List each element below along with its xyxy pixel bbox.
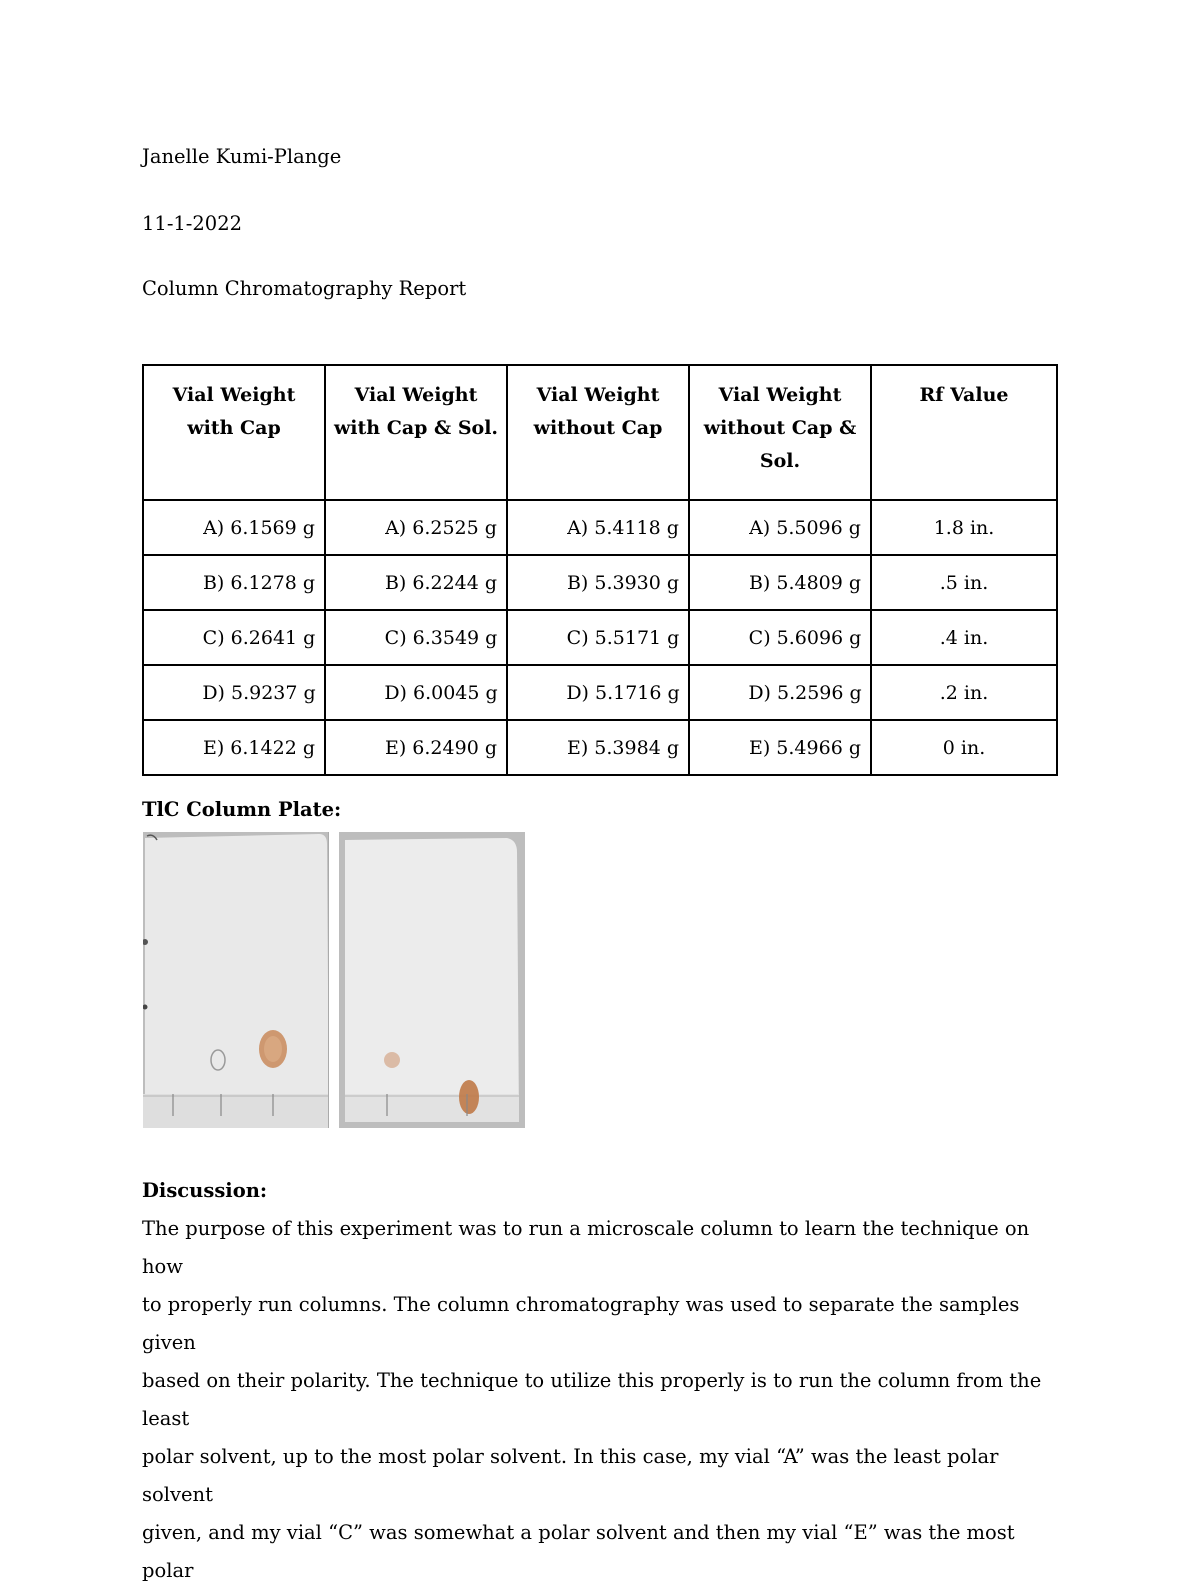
table-cell — [325, 610, 507, 665]
table-cell — [143, 555, 325, 610]
table-cell — [507, 720, 689, 775]
table-cell — [143, 610, 325, 665]
col-header-line: Vial Weight — [354, 384, 478, 406]
vial-weight-table — [142, 364, 1058, 776]
cell-value: C) 5.6096 g — [748, 626, 862, 649]
col-header-without-cap-sol — [689, 365, 871, 500]
col-header-line: without Cap & — [703, 417, 857, 439]
table-cell — [689, 665, 871, 720]
cell-value: B) 5.3930 g — [566, 571, 680, 594]
cell-value: A) 6.2525 g — [385, 516, 497, 539]
discussion-line: based on their polarity. The technique to utilize this properly is to run the column from the least — [142, 1369, 1042, 1430]
cell-value: B) 5.4809 g — [748, 571, 862, 594]
cell-value: D) 5.1716 g — [566, 681, 680, 704]
cell-value: C) 6.3549 g — [384, 626, 498, 649]
discussion-line: given, and my vial “C” was somewhat a polar solvent and then my vial “E” was the most polar — [142, 1521, 1015, 1582]
table-cell — [689, 610, 871, 665]
rf-value: 1.8 in. — [933, 516, 995, 539]
col-header-with-cap — [143, 365, 325, 500]
table-cell — [143, 665, 325, 720]
cell-value: D) 5.2596 g — [748, 681, 862, 704]
report-title: Column Chromatography Report — [142, 277, 467, 300]
cell-value: B) 6.1278 g — [202, 571, 316, 594]
cell-value: E) 5.3984 g — [566, 736, 679, 759]
cell-value: A) 6.1569 g — [203, 516, 315, 539]
table-cell — [143, 720, 325, 775]
table-cell — [507, 555, 689, 610]
table-cell — [325, 720, 507, 775]
col-header-line: Vial Weight — [718, 384, 842, 406]
tlc-plate-photo-2 — [339, 832, 525, 1128]
table-cell — [325, 555, 507, 610]
discussion-line: to properly run columns. The column chromatography was used to separate the samples given — [142, 1293, 1020, 1354]
rf-value: .2 in. — [939, 681, 989, 704]
table-cell — [689, 720, 871, 775]
table-cell — [871, 610, 1057, 665]
col-header-line: with Cap & Sol. — [333, 417, 499, 439]
table-cell — [689, 500, 871, 555]
table-row — [143, 720, 1057, 775]
tlc-plate-image-1 — [143, 832, 329, 1128]
cell-value: E) 5.4966 g — [748, 736, 861, 759]
table-header-row — [143, 365, 1057, 500]
table-row — [143, 665, 1057, 720]
table-row — [143, 555, 1057, 610]
col-header-rf-value — [871, 365, 1057, 500]
table-cell — [507, 610, 689, 665]
cell-value: D) 5.9237 g — [202, 681, 316, 704]
cell-value: D) 6.0045 g — [384, 681, 498, 704]
table-cell — [871, 720, 1057, 775]
cell-value: E) 6.2490 g — [384, 736, 497, 759]
table-cell — [871, 555, 1057, 610]
author-name: Janelle Kumi-Plange — [142, 145, 342, 168]
table-cell — [507, 665, 689, 720]
table-row — [143, 500, 1057, 555]
discussion-body — [142, 1210, 1072, 1590]
discussion-line: The purpose of this experiment was to run a microscale column to learn the technique on how — [142, 1217, 1030, 1278]
table-cell — [143, 500, 325, 555]
table-row — [143, 610, 1057, 665]
rf-value: 0 in. — [942, 736, 986, 759]
cell-value: E) 6.1422 g — [202, 736, 315, 759]
cell-value: C) 6.2641 g — [202, 626, 316, 649]
table-cell — [325, 500, 507, 555]
table-cell — [871, 665, 1057, 720]
table-cell — [871, 500, 1057, 555]
rf-value: .5 in. — [939, 571, 989, 594]
cell-value: A) 5.4118 g — [567, 516, 679, 539]
col-header-with-cap-sol — [325, 365, 507, 500]
cell-value: A) 5.5096 g — [749, 516, 861, 539]
table-cell — [507, 500, 689, 555]
tlc-plate-photo-1 — [143, 832, 329, 1128]
col-header-line: Vial Weight — [536, 384, 660, 406]
col-header-line: Rf Value — [919, 384, 1009, 406]
col-header-line: without Cap — [533, 417, 663, 439]
table-cell — [689, 555, 871, 610]
cell-value: B) 6.2244 g — [384, 571, 498, 594]
col-header-line: Vial Weight — [172, 384, 296, 406]
discussion-heading: Discussion: — [142, 1179, 268, 1202]
tlc-plate-image-2 — [339, 832, 525, 1128]
rf-value: .4 in. — [939, 626, 989, 649]
table-cell — [325, 665, 507, 720]
discussion-line: polar solvent, up to the most polar solvent. In this case, my vial “A” was the least polar solvent — [142, 1445, 999, 1506]
cell-value: C) 5.5171 g — [566, 626, 680, 649]
col-header-line: Sol. — [759, 450, 801, 472]
col-header-line: with Cap — [187, 417, 281, 439]
tlc-heading: TlC Column Plate: — [142, 798, 342, 821]
report-date: 11-1-2022 — [142, 212, 243, 235]
col-header-without-cap — [507, 365, 689, 500]
